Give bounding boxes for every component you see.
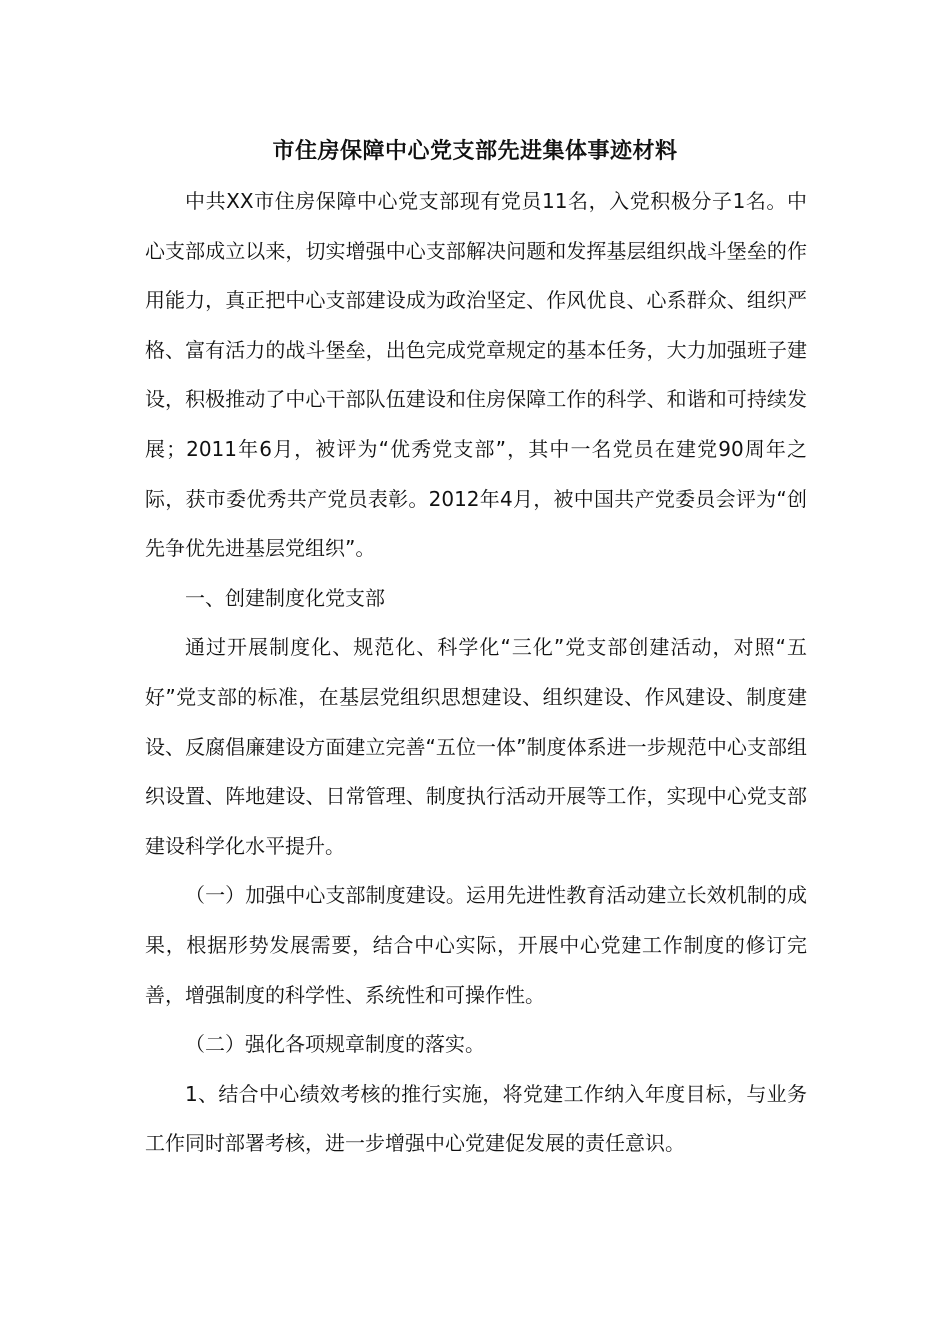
paragraph-item-1: 1、结合中心绩效考核的推行实施，将党建工作纳入年度目标，与业务工作同时部署考核，进一步增强中心党建促发展的责任意识。	[145, 1081, 807, 1156]
paragraph-intro: 中共XX市住房保障中心党支部现有党员11名，入党积极分子1名。中心支部成立以来，切实增强中心支部解决问题和发挥基层组织战斗堡垒的作用能力，真正把中心支部建设成为政治坚定、作风优良、心系群众、组织严格、富有活力的战斗堡垒，出色完成党章规定的基本任务，大力加强班子建设，积极推动了中心干部队伍建设和住房保障工作的科学、和谐和可持续发展；2011年6月，被评为“优秀党支部”，其中一名党员在建党90周年之际，获市委优秀共产党员表彰。2012年4月，被中国共产党委员会评为“创先争优先进基层党组织”。	[145, 189, 807, 561]
document-title: 市住房保障中心党支部先进集体事迹材料	[272, 139, 678, 164]
document-body	[145, 177, 807, 1169]
paragraph-subsection-2: （二）强化各项规章制度的落实。	[185, 1032, 485, 1057]
section-heading-1: 一、创建制度化党支部	[185, 585, 385, 610]
paragraph-subsection-1: （一）加强中心支部制度建设。运用先进性教育活动建立长效机制的成果，根据形势发展需要，结合中心实际，开展中心党建工作制度的修订完善，增强制度的科学性、系统性和可操作性。	[145, 883, 807, 1007]
paragraph-section-1: 通过开展制度化、规范化、科学化“三化”党支部创建活动，对照“五好”党支部的标准，在基层党组织思想建设、组织建设、作风建设、制度建设、反腐倡廉建设方面建立完善“五位一体”制度体系进一步规范中心支部组织设置、阵地建设、日常管理、制度执行活动开展等工作，实现中心党支部建设科学化水平提升。	[145, 635, 807, 858]
